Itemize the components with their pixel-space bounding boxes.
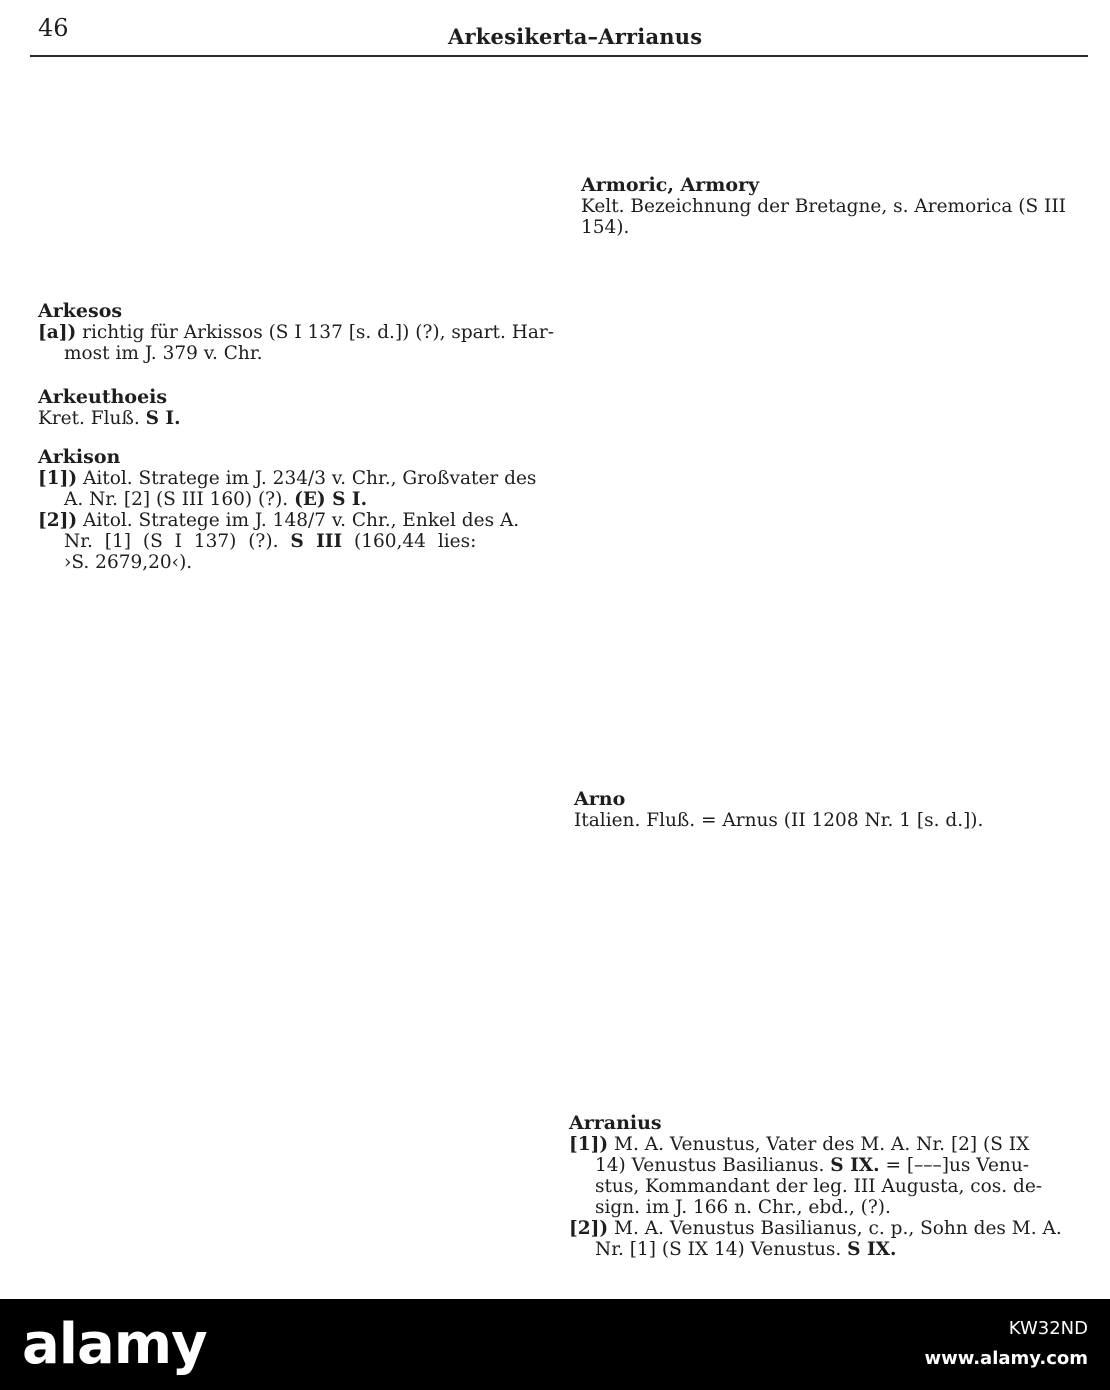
lemma: Arkeuthoeis: [38, 386, 168, 408]
entry-text: (160,44 lies:: [354, 531, 477, 552]
watermark-logo: alamy: [22, 1312, 207, 1377]
entry-line: [38, 322, 554, 343]
entry-arkison: [38, 447, 536, 573]
lemma: Arkison: [38, 446, 121, 468]
entry-armoric: [581, 175, 1066, 238]
entry-arno: [574, 789, 983, 831]
entry-line: [569, 1134, 1062, 1155]
lemma: Arranius: [569, 1112, 662, 1134]
entry-arkeuthoeis: [38, 387, 181, 429]
ref-bold: S III: [290, 531, 343, 552]
entry-line: [38, 531, 536, 552]
header-rule: [30, 55, 1088, 57]
entry-line: [569, 1155, 1062, 1176]
entry-text: richtig für Arkissos (S I 137 [s. d.]) (?), spart. Har-: [82, 322, 555, 343]
entry-text: M. A. Venustus Basilianus, c. p., Sohn des M. A.: [614, 1218, 1062, 1239]
ref-bold: S IX.: [847, 1239, 897, 1260]
lemma: Armoric, Armory: [581, 174, 760, 196]
item-marker: [1]): [38, 468, 78, 489]
entry-text: Kret. Fluß.: [38, 408, 140, 429]
running-title: Arkesikerta–Arrianus: [448, 24, 703, 49]
entry-line: ›S. 2679,20‹).: [64, 552, 193, 573]
entry-line: [569, 1218, 1062, 1239]
page-number: 46: [38, 14, 69, 42]
entry-line: 154).: [581, 217, 630, 238]
entry-arranius: [569, 1113, 1062, 1260]
entry-text: Aitol. Stratege im J. 148/7 v. Chr., Enkel des A.: [83, 510, 520, 531]
entry-text: Aitol. Stratege im J. 234/3 v. Chr., Großvater des: [83, 468, 537, 489]
entry-text: A. Nr. [2] (S III 160) (?).: [64, 489, 289, 510]
item-marker: [1]): [569, 1134, 609, 1155]
entry-line: [38, 468, 536, 489]
ref-bold: S IX.: [830, 1155, 880, 1176]
entry-arkesos: [38, 301, 554, 364]
entry-text: Nr. [1] (S I 137) (?).: [64, 531, 279, 552]
entry-text: 14) Venustus Basilianus.: [595, 1155, 825, 1176]
watermark-image-id: KW32ND: [1008, 1318, 1088, 1339]
watermark-url: www.alamy.com: [924, 1348, 1088, 1369]
entry-text: = [–––]us Venu-: [885, 1155, 1029, 1176]
entry-line: most im J. 379 v. Chr.: [64, 343, 263, 364]
lemma: Arno: [574, 788, 626, 810]
item-marker: [2]): [38, 510, 78, 531]
entry-line: [38, 510, 536, 531]
entry-line: Kelt. Bezeichnung der Bretagne, s. Aremorica (S III: [581, 196, 1066, 217]
item-marker: [2]): [569, 1218, 609, 1239]
entry-line: [569, 1239, 1062, 1260]
ref-bold: S I.: [145, 408, 181, 429]
entry-line: sign. im J. 166 n. Chr., ebd., (?).: [595, 1197, 891, 1218]
entry-text: Nr. [1] (S IX 14) Venustus.: [595, 1239, 842, 1260]
entry-line: [38, 489, 536, 510]
item-marker: [a]): [38, 322, 77, 343]
entry-text: M. A. Venustus, Vater des M. A. Nr. [2] (S IX: [614, 1134, 1030, 1155]
entry-line: [38, 408, 181, 429]
entry-line: Italien. Fluß. = Arnus (II 1208 Nr. 1 [s. d.]).: [574, 810, 984, 831]
lemma: Arkesos: [38, 300, 123, 322]
entry-line: stus, Kommandant der leg. III Augusta, cos. de-: [595, 1176, 1043, 1197]
ref-bold: (E) S I.: [294, 489, 368, 510]
